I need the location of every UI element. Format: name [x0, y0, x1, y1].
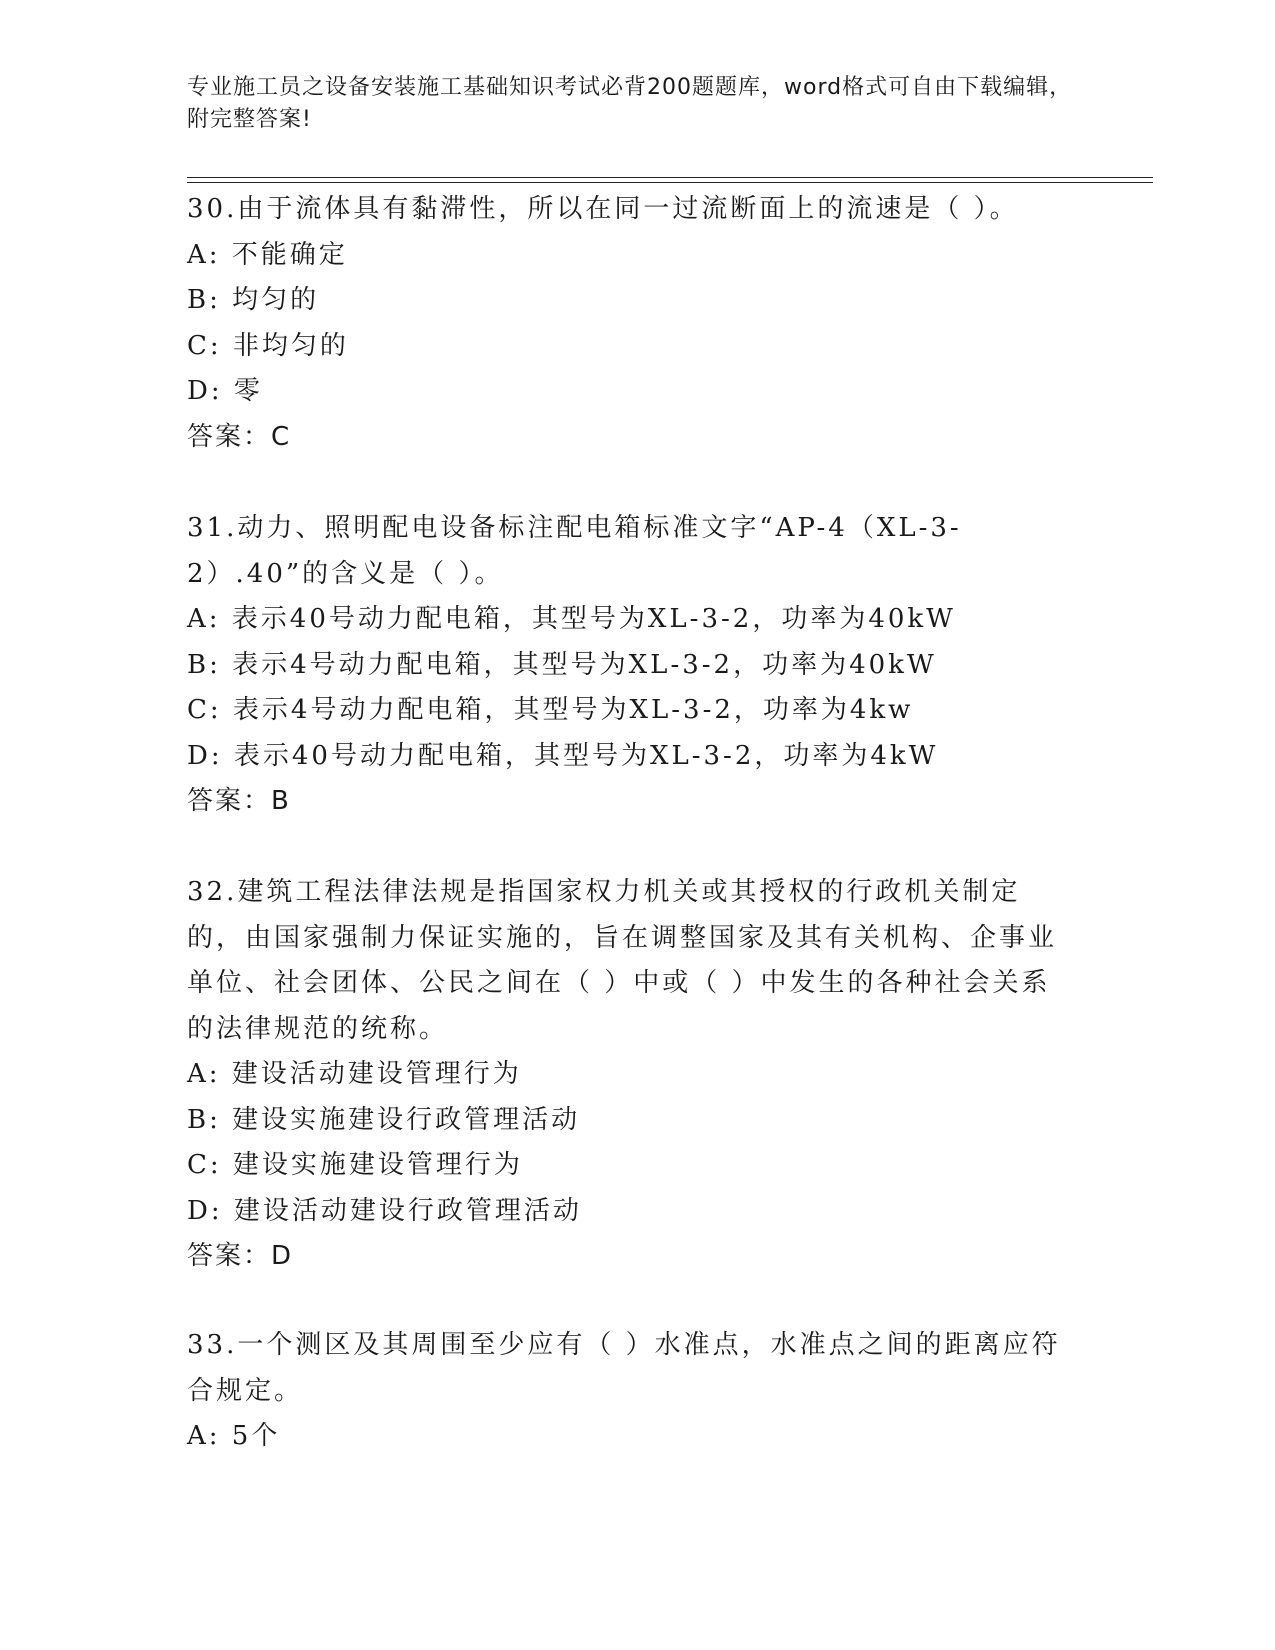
- question-30: [187, 187, 1067, 460]
- option-c: C: 表示4号动力配电箱，其型号为XL-3-2，功率为4kw: [187, 695, 914, 725]
- option-a: A: 不能确定: [187, 239, 348, 270]
- answer-text: 答案：D: [187, 1241, 294, 1271]
- option-d: D: 建设活动建设行政管理活动: [187, 1195, 582, 1226]
- option-c: C: 非均匀的: [187, 330, 349, 361]
- option-b: B: 建设实施建设行政管理活动: [187, 1104, 581, 1135]
- question-33: [187, 1323, 1067, 1460]
- answer-text: 答案：C: [187, 421, 292, 452]
- question-stem: 30.由于流体具有黏滞性，所以在同一过流断面上的流速是（ ）。: [187, 194, 1019, 224]
- header-divider-top: [187, 177, 1153, 178]
- option-a: A: 5个: [187, 1421, 281, 1451]
- answer-text: 答案：B: [187, 786, 291, 816]
- option-b: B: 表示4号动力配电箱，其型号为XL-3-2，功率为40kW: [187, 649, 937, 680]
- question-stem: 33.一个测区及其周围至少应有（ ）水准点，水准点之间的距离应符合规定。: [187, 1330, 1061, 1406]
- option-c: C: 建设实施建设管理行为: [187, 1150, 523, 1180]
- option-b: B: 均匀的: [187, 285, 320, 315]
- question-stem: 32.建筑工程法律法规是指国家权力机关或其授权的行政机关制定的，由国家强制力保证实施的，旨在调整国家及其有关机构、企事业单位、社会团体、公民之间在（ ）中或（ ）中发生的各种社会关系的法律规范的统称。: [187, 877, 1058, 1044]
- question-32: [187, 870, 1067, 1280]
- option-d: D: 表示40号动力配电箱，其型号为XL-3-2，功率为4kW: [187, 740, 939, 771]
- question-31: [187, 506, 1067, 825]
- option-a: A: 建设活动建设管理行为: [187, 1059, 522, 1089]
- header-divider-bottom: [187, 182, 1153, 183]
- option-d: D: 零: [187, 376, 263, 406]
- option-a: A: 表示40号动力配电箱，其型号为XL-3-2，功率为40kW: [187, 604, 956, 634]
- document-header-title: 专业施工员之设备安装施工基础知识考试必背200题题库，word格式可自由下载编辑，附完整答案!: [187, 75, 1073, 132]
- question-stem: 31.动力、照明配电设备标注配电箱标准文字“AP-4（XL-3-2）.40”的含义是（ ）。: [187, 513, 962, 589]
